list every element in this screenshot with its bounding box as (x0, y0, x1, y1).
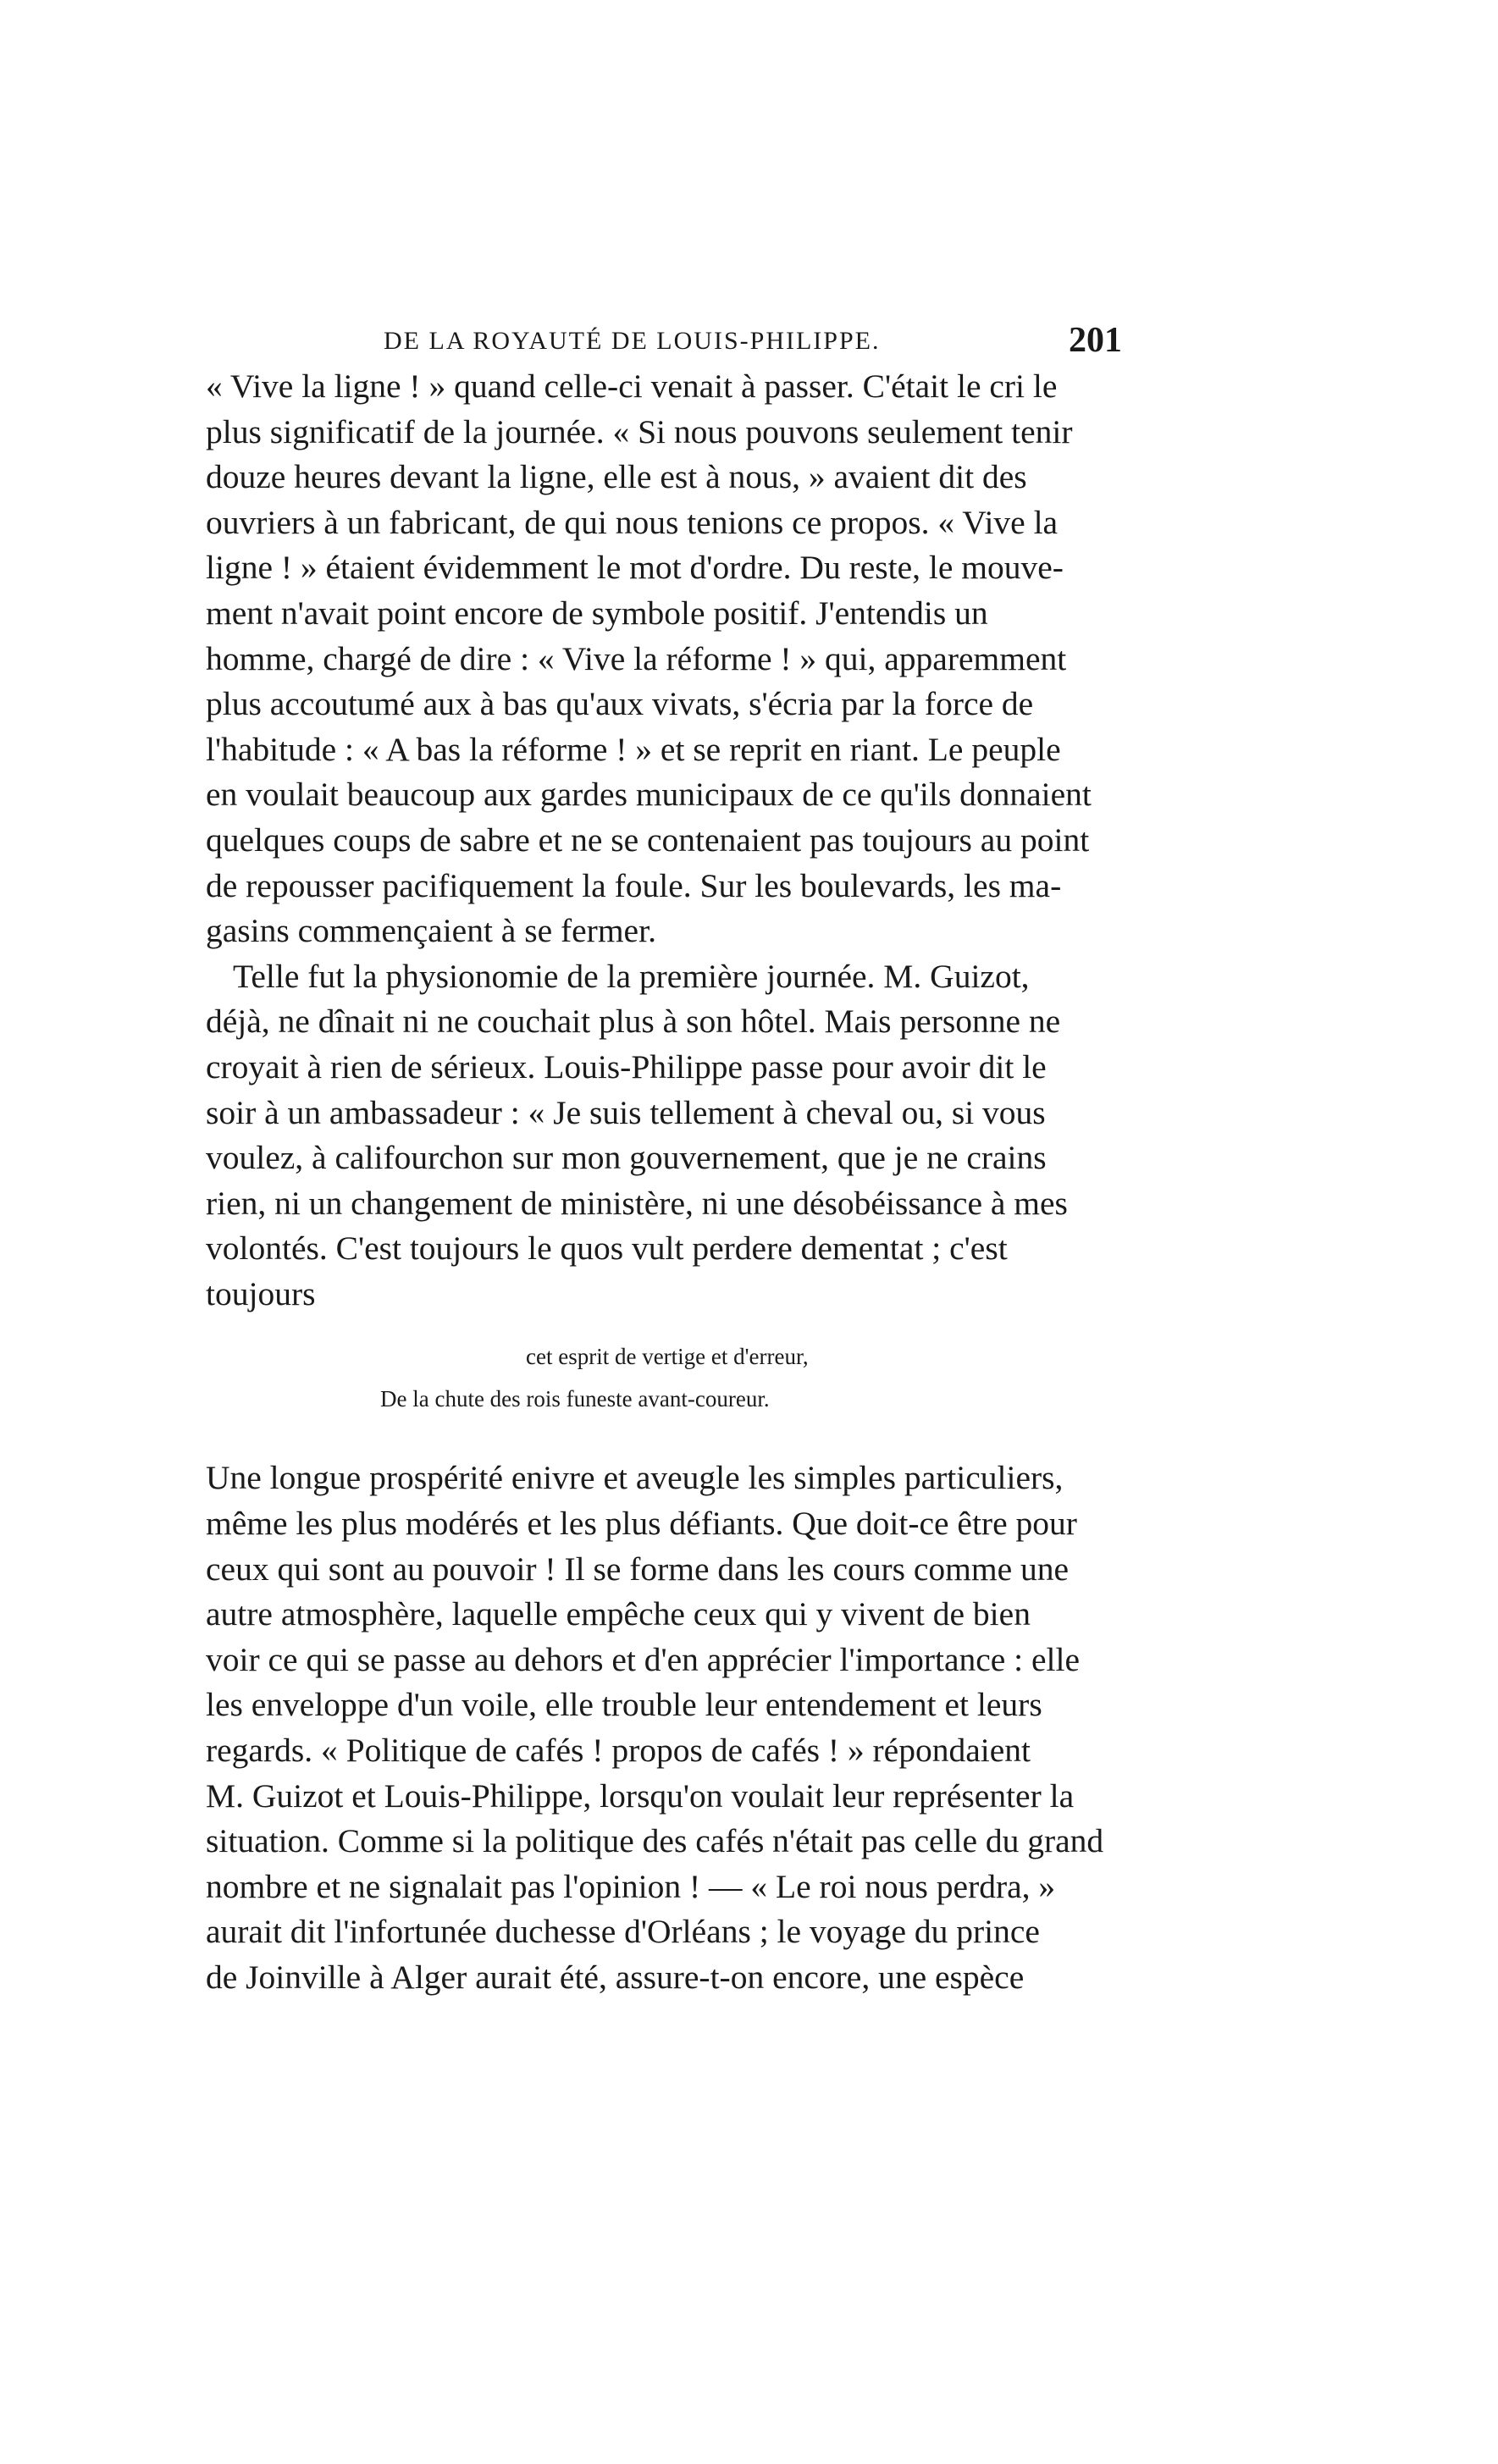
text-line: aurait dit l'infortunée duchesse d'Orléans ; le voyage du prince (206, 1913, 1040, 1951)
text-line: ouvriers à un fabricant, de qui nous tenions ce propos. « Vive la (206, 503, 1059, 541)
verse-quotation (206, 1335, 1122, 1420)
page-number: 201 (1069, 321, 1122, 360)
text-line: M. Guizot et Louis-Philippe, lorsqu'on voulait leur représenter la (206, 1776, 1075, 1815)
text-line: plus significatif de la journée. « Si nous pouvons seulement tenir (206, 412, 1073, 450)
text-line: toujours (206, 1274, 316, 1312)
text-line: déjà, ne dînait ni ne couchait plus à son hôtel. Mais personne ne (206, 1003, 1061, 1041)
text-line: Telle fut la physionomie de la première journée. M. Guizot, (233, 957, 1030, 995)
text-line: en voulait beaucoup aux gardes municipaux de ce qu'ils donnaient (206, 776, 1092, 814)
verse-line: De la chute des rois funeste avant-coureur. (380, 1386, 770, 1412)
running-title: DE LA ROYAUTÉ DE LOUIS-PHILIPPE. (384, 327, 881, 355)
text-line: autre atmosphère, laquelle empêche ceux qui y vivent de bien (206, 1595, 1031, 1633)
text-line: rien, ni un changement de ministère, ni une désobéissance à mes (206, 1184, 1068, 1222)
text-line: croyait à rien de sérieux. Louis-Philippe passe pour avoir dit le (206, 1047, 1047, 1086)
text-line: quelques coups de sabre et ne se contenaient pas toujours au point (206, 820, 1090, 859)
text-line: de repousser pacifiquement la foule. Sur les boulevards, les ma- (206, 866, 1062, 904)
paragraph-2 (206, 954, 1122, 1318)
text-line: ceux qui sont au pouvoir ! Il se forme dans les cours comme une (206, 1550, 1070, 1588)
book-page (206, 320, 1122, 2001)
text-line: situation. Comme si la politique des cafés n'était pas celle du grand (206, 1822, 1104, 1860)
text-line: soir à un ambassadeur : « Je suis tellement à cheval ou, si vous (206, 1093, 1046, 1131)
text-line: voir ce qui se passe au dehors et d'en apprécier l'importance : elle (206, 1640, 1081, 1678)
paragraph-1 (206, 364, 1122, 954)
text-line: voulez, à califourchon sur mon gouvernement, que je ne crains (206, 1139, 1047, 1177)
text-line: regards. « Politique de cafés ! propos de cafés ! » répondaient (206, 1732, 1031, 1770)
text-line: nombre et ne signalait pas l'opinion ! — « Le roi nous perdra, » (206, 1867, 1056, 1905)
text-line: gasins commençaient à se fermer. (206, 912, 656, 950)
text-line: même les plus modérés et les plus défiants. Que doit-ce être pour (206, 1505, 1077, 1543)
text-line: volontés. C'est toujours le quos vult perdere dementat ; c'est (206, 1229, 1008, 1268)
text-line: l'habitude : « A bas la réforme ! » et se reprit en riant. Le peuple (206, 730, 1061, 768)
text-line: ligne ! » étaient évidemment le mot d'ordre. Du reste, le mouve- (206, 549, 1064, 587)
running-header (206, 320, 1122, 364)
text-line: de Joinville à Alger aurait été, assure-t-on encore, une espèce (206, 1958, 1025, 1996)
text-line: les enveloppe d'un voile, elle trouble leur entendement et leurs (206, 1686, 1042, 1724)
text-line: « Vive la ligne ! » quand celle-ci venait à passer. C'était le cri le (206, 367, 1058, 405)
verse-line: cet esprit de vertige et d'erreur, (526, 1344, 809, 1370)
text-line: plus accoutumé aux à bas qu'aux vivats, s'écria par la force de (206, 685, 1034, 723)
text-line: homme, chargé de dire : « Vive la réforme ! » qui, apparemment (206, 639, 1067, 677)
text-line: douze heures devant la ligne, elle est à nous, » avaient dit des (206, 458, 1027, 496)
text-line: Une longue prospérité enivre et aveugle les simples particuliers, (206, 1459, 1064, 1497)
text-line: ment n'avait point encore de symbole positif. J'entendis un (206, 594, 988, 632)
paragraph-3 (206, 1456, 1122, 2000)
